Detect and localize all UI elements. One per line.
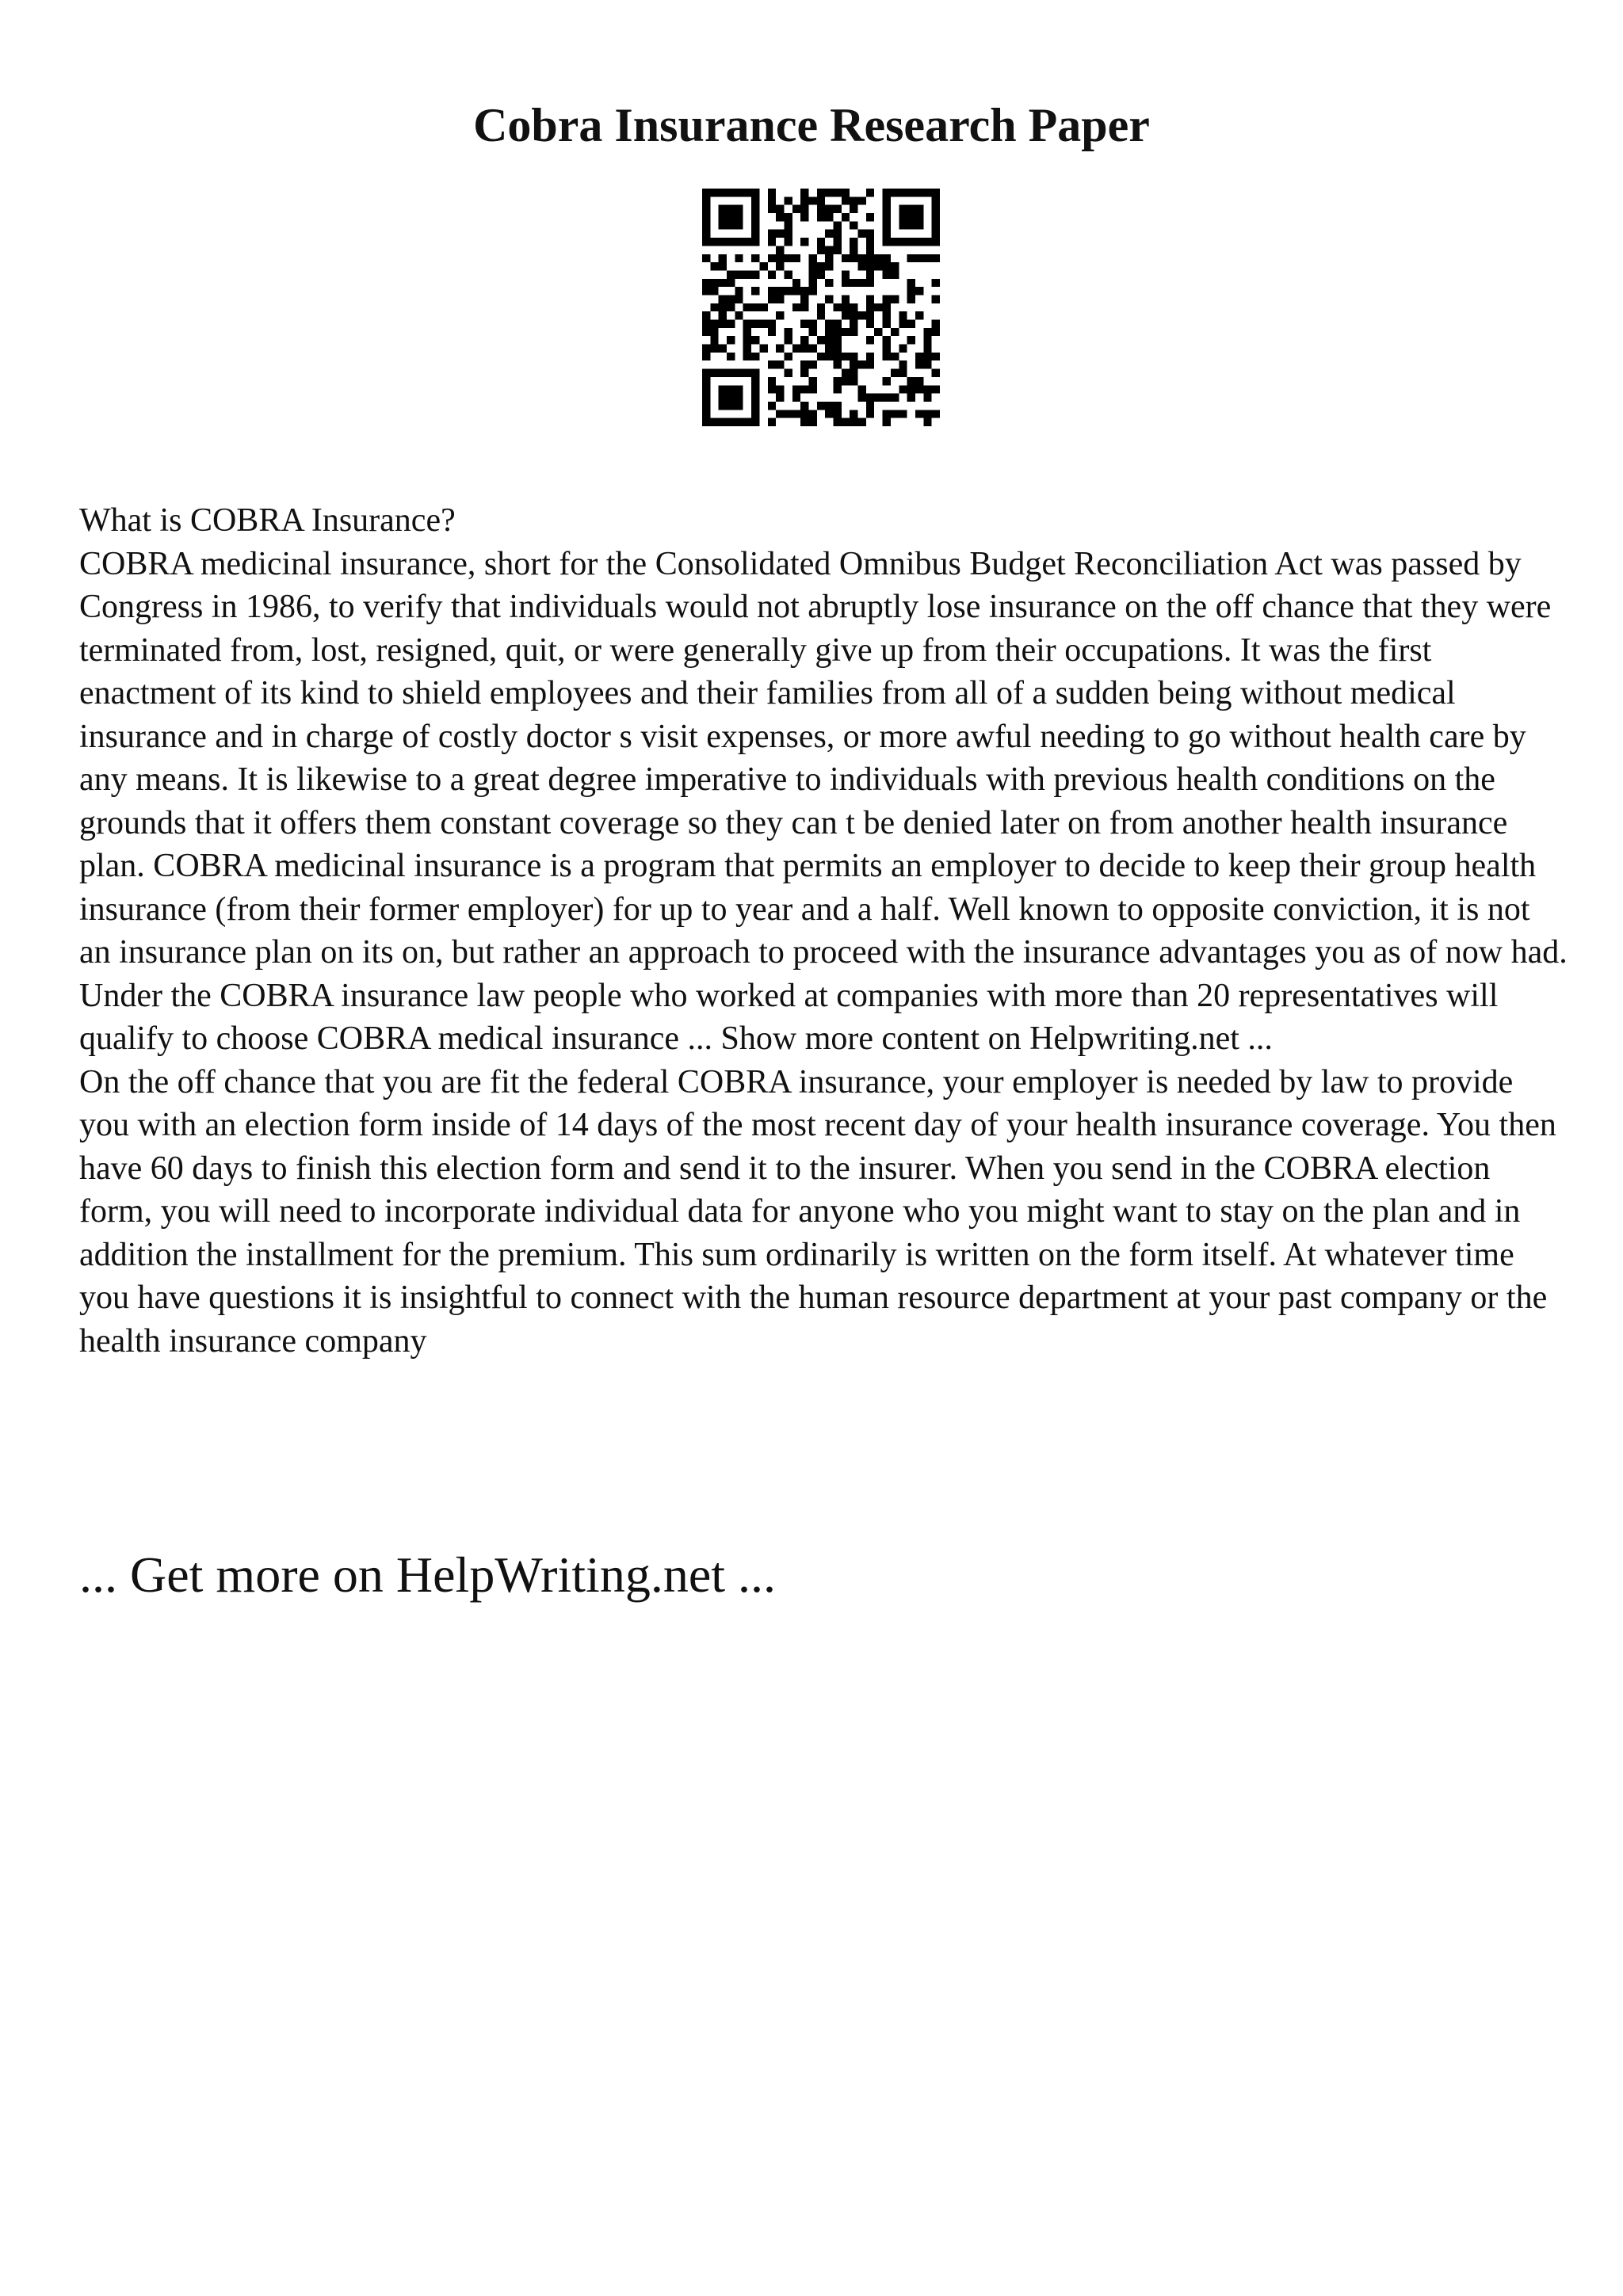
page-title: Cobra Insurance Research Paper (473, 99, 1150, 151)
paragraph-2: On the off chance that you are fit the federal COBRA insurance, your employer is needed by law to provide you with an election form inside of 14 days of the most recent day of your health insurance coverage. You then have 60 days to finish this election form and send it to the insurer. When you send in the COBRA election form, you will need to incorporate individual data for anyone who you might want to stay on the plan and in addition the installment for the premium. This sum ordinarily is written on the form itself. At whatever time you have questions it is insightful to connect with the human resource department at your past company or the health insurance company (79, 1063, 1556, 1360)
get-more-link[interactable]: ... Get more on HelpWriting.net ... (79, 1547, 776, 1603)
paragraph-1: COBRA medicinal insurance, short for the Consolidated Omnibus Budget Reconciliation Act was passed by Congress in 1986, to verify that individuals would not abruptly lose insurance on the off chance that they were terminated from, lost, resigned, quit, or were generally give up from their occupations. It was the first enactment of its kind to shield employees and their families from all of a sudden being without medical insurance and in charge of costly doctor s visit expenses, or more awful needing to go without health care by any means. It is likewise to a great degree imperative to individuals with previous health conditions on the grounds that it offers them constant coverage so they can t be denied later on from another health insurance plan. COBRA medicinal insurance is a program that permits an employer to decide to keep their group health insurance (from their former employer) for up to year and a half. Well known to opposite conviction, it is not an insurance plan on its on, but rather an approach to proceed with the insurance advantages you as of now had. Under the COBRA insurance law people who worked at companies with more than 20 representatives will qualify to choose COBRA medical insurance ... Show more content on Helpwriting.net ... (79, 545, 1568, 1057)
body-text (79, 499, 1569, 1363)
qr-code-icon (702, 189, 940, 426)
section-heading: What is COBRA Insurance? (79, 502, 456, 539)
